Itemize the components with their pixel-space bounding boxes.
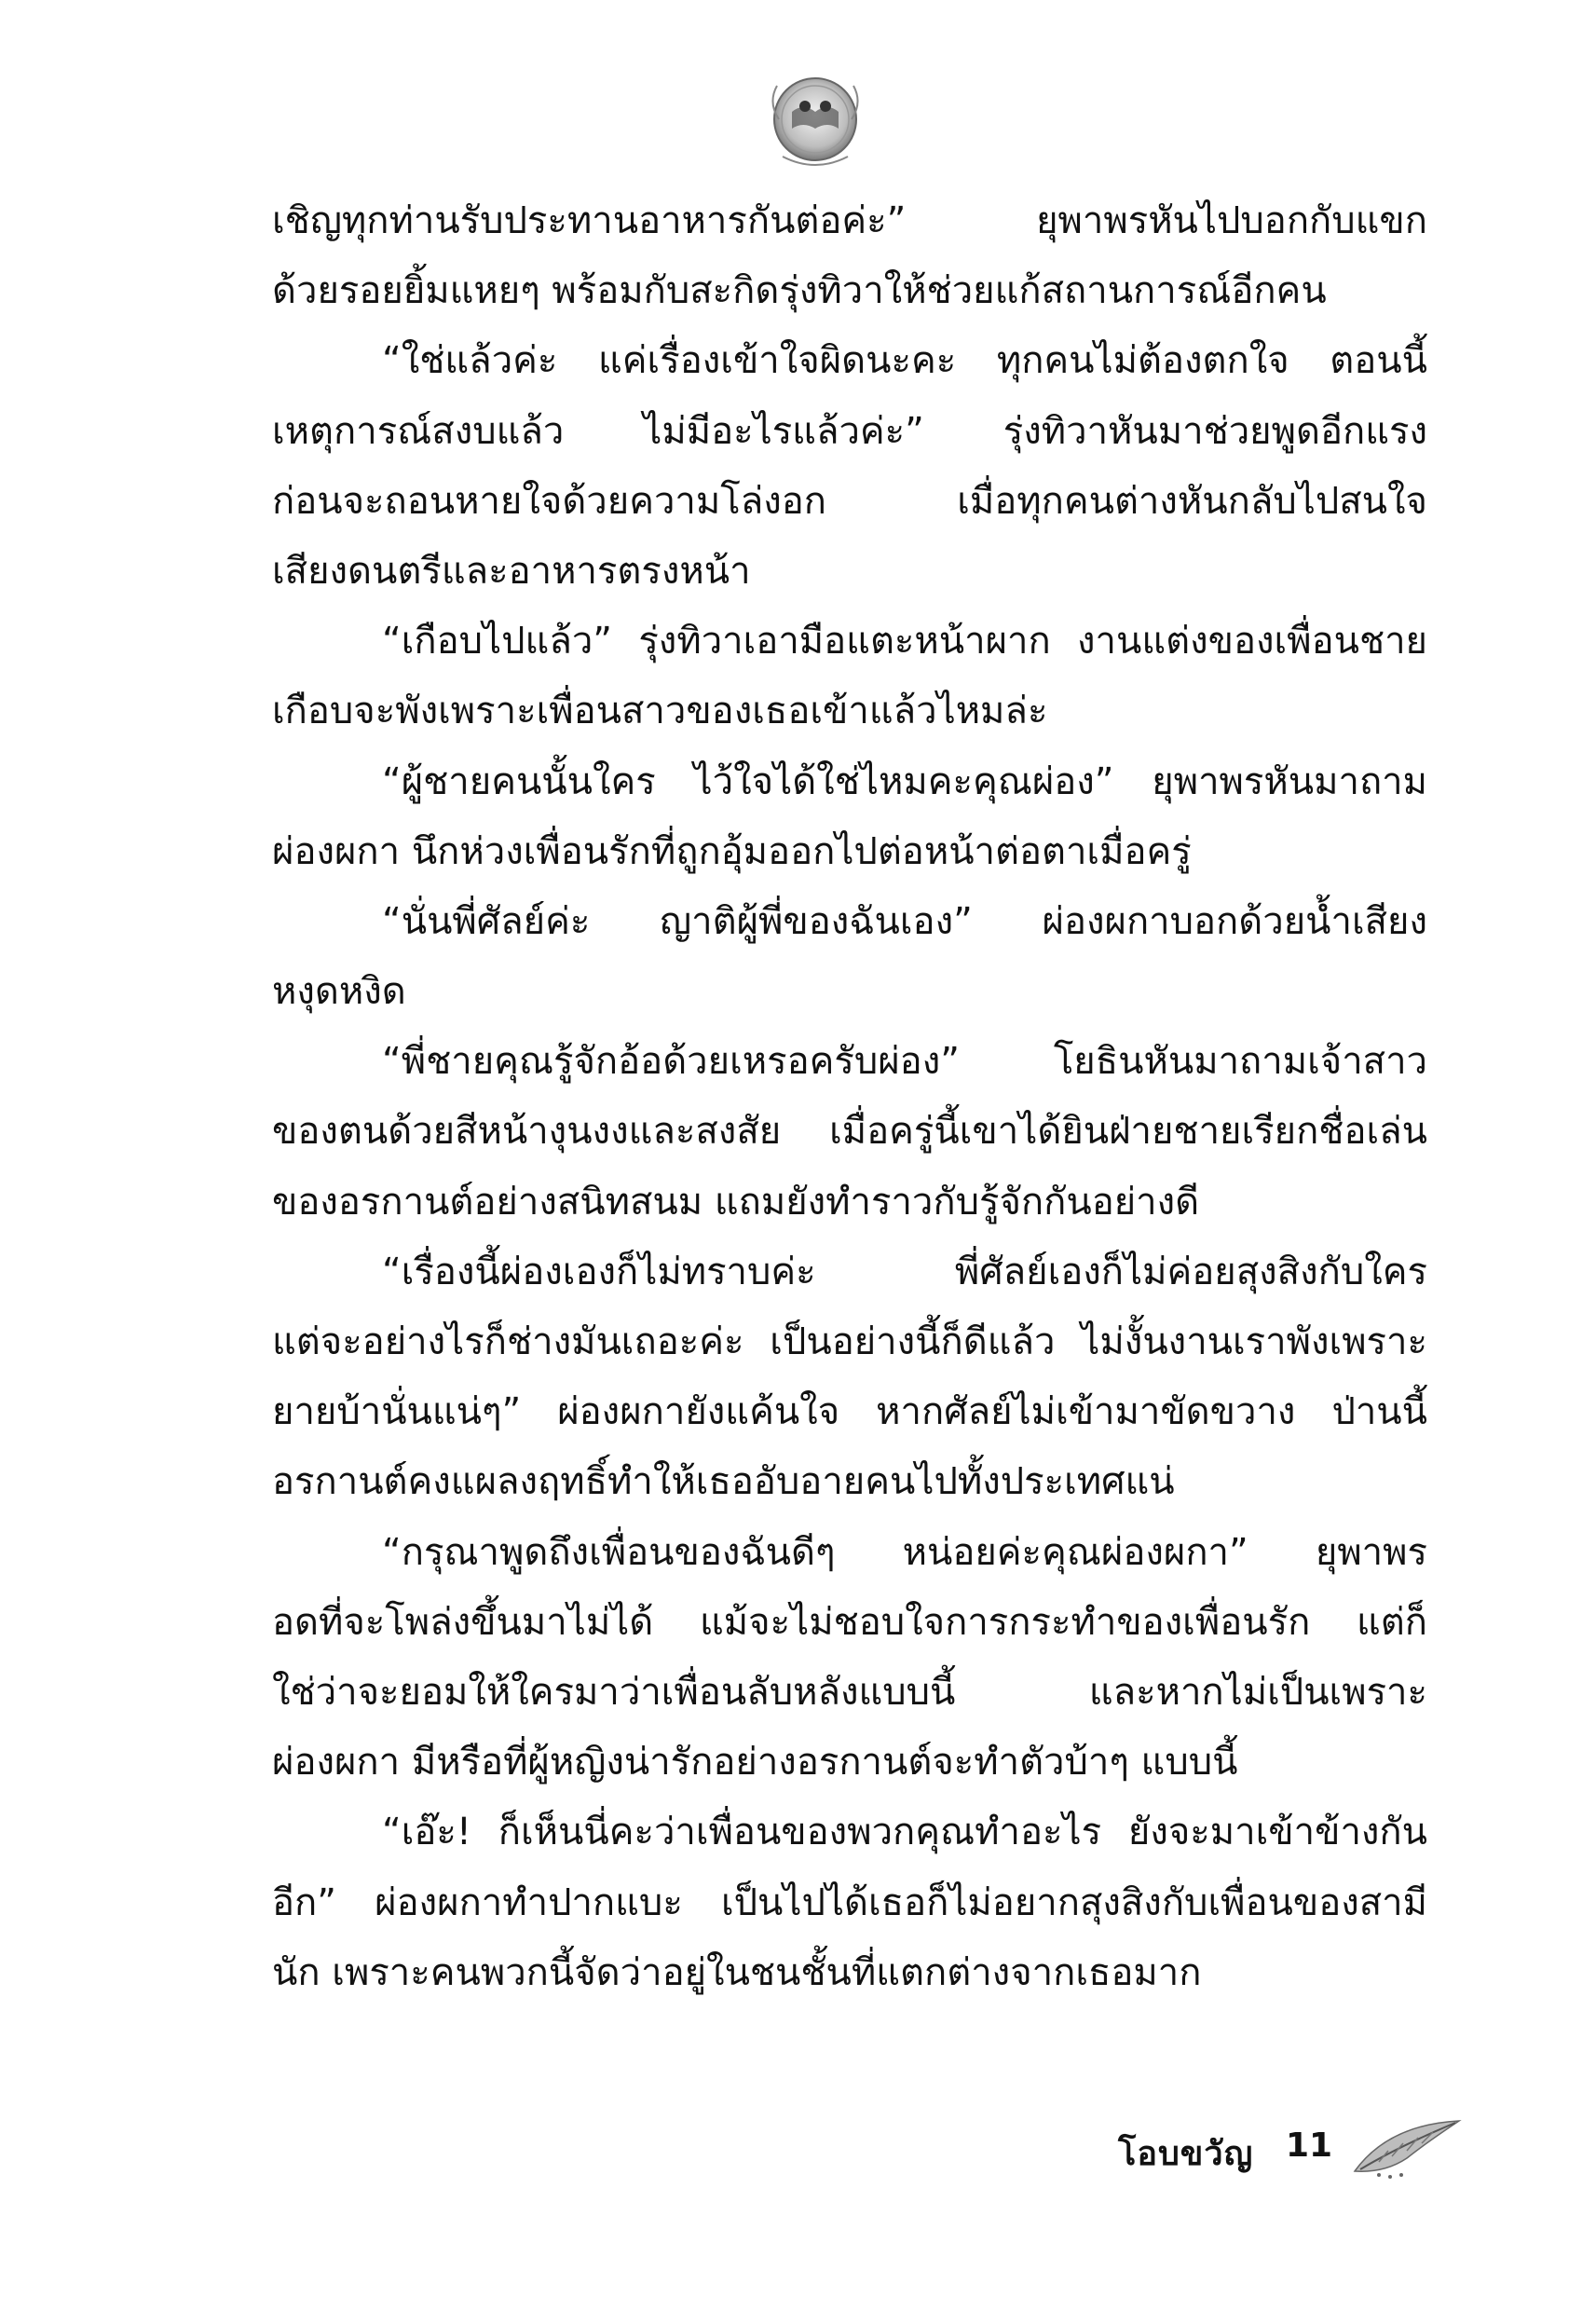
text-line: อดที่จะโพล่งขึ้นมาไม่ได้ แม้จะไม่ชอบใจการกระทำของเพื่อนรัก แต่ก็: [272, 1600, 1427, 1644]
text-line: ยายบ้านั่นแน่ๆ” ผ่องผกายังแค้นใจ หากศัลย์ไม่เข้ามาขัดขวาง ป่านนี้: [272, 1390, 1427, 1434]
text-line: “เรื่องนี้ผ่องเองก็ไม่ทราบค่ะ พี่ศัลย์เองก็ไม่ค่อยสุงสิงกับใคร: [382, 1250, 1427, 1293]
feather-ornament-icon: [1351, 2115, 1463, 2181]
text-line: ผ่องผกา นึกห่วงเพื่อนรักที่ถูกอุ้มออกไปต่อหน้าต่อตาเมื่อครู่: [272, 829, 1192, 873]
text-line: เชิญทุกท่านรับประทานอาหารกันต่อค่ะ” ยุพาพรหันไปบอกกับแขก: [272, 199, 1427, 242]
text-line: “พี่ชายคุณรู้จักอ้อด้วยเหรอครับผ่อง” โยธินหันมาถามเจ้าสาว: [382, 1040, 1427, 1084]
book-title: โอบขวัญ: [1118, 2135, 1254, 2173]
text-line: ใช่ว่าจะยอมให้ใครมาว่าเพื่อนลับหลังแบบนี้ และหากไม่เป็นเพราะ: [272, 1670, 1427, 1714]
text-line: “กรุณาพูดถึงเพื่อนของฉันดีๆ หน่อยค่ะคุณผ่องผกา” ยุพาพร: [382, 1530, 1427, 1574]
text-line: ของตนด้วยสีหน้างุนงงและสงสัย เมื่อครู่นี้เขาได้ยินฝ่ายชายเรียกชื่อเล่น: [272, 1110, 1427, 1154]
text-line: อรกานต์คงแผลงฤทธิ์ทำให้เธออับอายคนไปทั้งประเทศแน่: [272, 1460, 1175, 1504]
text-line: แต่จะอย่างไรก็ช่างมันเถอะค่ะ เป็นอย่างนี้ก็ดีแล้ว ไม่งั้นงานเราพังเพราะ: [272, 1320, 1427, 1363]
text-line: หงุดหงิด: [272, 970, 406, 1014]
text-line: ของอรกานต์อย่างสนิทสนม แถมยังทำราวกับรู้จักกันอย่างดี: [272, 1180, 1200, 1224]
text-line: ผ่องผกา มีหรือที่ผู้หญิงน่ารักอย่างอรกานต์จะทำตัวบ้าๆ แบบนี้: [272, 1741, 1238, 1785]
text-line: นัก เพราะคนพวกนี้จัดว่าอยู่ในชนชั้นที่แตกต่างจากเธอมาก: [272, 1950, 1202, 1994]
text-line: “เกือบไปแล้ว” รุ่งทิวาเอามือแตะหน้าผาก งานแต่งของเพื่อนชาย: [382, 620, 1427, 663]
text-line: เกือบจะพังเพราะเพื่อนสาวของเธอเข้าแล้วไหมล่ะ: [272, 690, 1048, 733]
text-line: “ใช่แล้วค่ะ แค่เรื่องเข้าใจผิดนะคะ ทุกคนไม่ต้องตกใจ ตอนนี้: [382, 339, 1427, 383]
body-text: [272, 186, 1427, 2008]
text-line: ก่อนจะถอนหายใจด้วยความโล่งอก เมื่อทุกคนต่างหันกลับไปสนใจ: [272, 479, 1427, 523]
page-number: 11: [1286, 2126, 1333, 2165]
book-emblem-icon: [764, 65, 866, 177]
text-line: เหตุการณ์สงบแล้ว ไม่มีอะไรแล้วค่ะ” รุ่งทิวาหันมาช่วยพูดอีกแรง: [272, 409, 1427, 453]
text-line: “ผู้ชายคนนั้นใคร ไว้ใจได้ใช่ไหมคะคุณผ่อง” ยุพาพรหันมาถาม: [382, 759, 1427, 803]
text-line: ด้วยรอยยิ้มแหยๆ พร้อมกับสะกิดรุ่งทิวาให้ช่วยแก้สถานการณ์อีกคน: [272, 269, 1327, 313]
text-line: “นั่นพี่ศัลย์ค่ะ ญาติผู้พี่ของฉันเอง” ผ่องผกาบอกด้วยน้ำเสียง: [382, 899, 1427, 943]
page-footer: [1071, 2115, 1463, 2190]
text-line: อีก” ผ่องผกาทำปากแบะ เป็นไปได้เธอก็ไม่อยากสุงสิงกับเพื่อนของสามี: [272, 1880, 1427, 1924]
text-line: เสียงดนตรีและอาหารตรงหน้า: [272, 549, 751, 593]
text-line: “เอ๊ะ! ก็เห็นนี่คะว่าเพื่อนของพวกคุณทำอะไร ยังจะมาเข้าข้างกัน: [382, 1811, 1427, 1854]
